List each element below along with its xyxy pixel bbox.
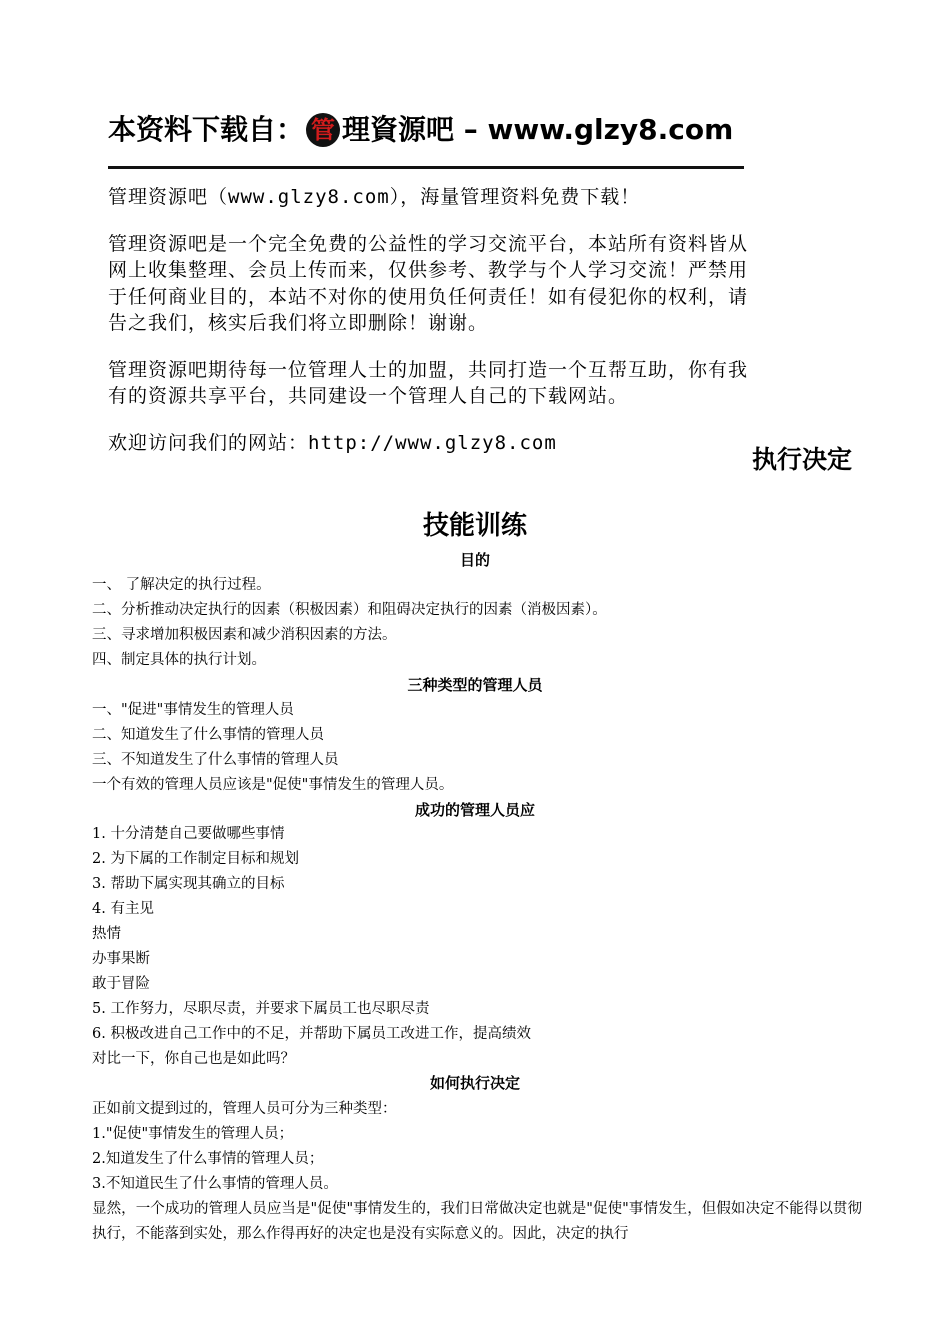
list-item: 4. 有主见 [92,901,154,917]
list-item: 办事果断 [92,951,150,967]
list-item: 三、寻求增加积极因素和减少消积因素的方法。 [92,627,397,643]
list-item: 对比一下，你自己也是如此吗？ [92,1051,295,1067]
list-item: 1."促使"事情发生的管理人员； [92,1126,294,1142]
banner-paragraph-1: 管理资源吧（www.glzy8.com），海量管理资料免费下载！ [108,186,641,208]
list-item: 敢于冒险 [92,976,150,992]
main-heading: 技能训练 [422,510,527,540]
section-heading-success: 成功的管理人员应 [414,802,535,819]
body-paragraph: 显然，一个成功的管理人员应当是"促使"事情发生的，我们日常做决定也就是"促使"事情发生，但假如决定不能得以贯彻执行，不能落到实处，那么作得再好的决定也是没有实际意义的。因此，决定的执行 [92,1201,862,1242]
banner-title [108,108,748,152]
download-banner [108,108,749,454]
list-item: 一、"促进"事情发生的管理人员 [92,702,294,718]
list-item: 5. 工作努力，尽职尽责，并要求下属员工也尽职尽责 [92,1001,430,1017]
list-item: 6. 积极改进自己工作中的不足，并帮助下属员工改进工作，提高绩效 [92,1026,531,1042]
banner-paragraph-3: 管理资源吧期待每一位管理人士的加盟，共同打造一个互帮互助，你有我有的资源共享平台，共同建设一个管理人自己的下载网站。 [108,358,749,407]
banner-paragraph-2: 管理资源吧是一个完全免费的公益性的学习交流平台，本站所有资料皆从网上收集整理、会员上传而来，仅供参考、教学与个人学习交流！严禁用于任何商业目的，本站不对你的使用负任何责任！如有侵犯你的权利，请告之我们，核实后我们将立即删除！谢谢。 [108,232,749,334]
section-heading-how: 如何执行决定 [429,1075,520,1092]
banner-notice [108,184,748,476]
list-item: 一个有效的管理人员应该是"促使"事情发生的管理人员。 [92,777,454,793]
list-item: 3.不知道民生了什么事情的管理人员。 [92,1176,338,1192]
types-list [92,698,862,798]
how-list [92,1097,862,1247]
list-item: 2. 为下属的工作制定目标和规划 [92,851,299,867]
list-item: 二、知道发生了什么事情的管理人员 [92,727,324,743]
list-item: 二、分析推动决定执行的因素（积极因素）和阻碍决定执行的因素（消极因素）。 [92,602,607,618]
list-item: 3. 帮助下属实现其确立的目标 [92,876,285,892]
section-heading-types: 三种类型的管理人员 [407,677,543,694]
list-item: 三、不知道发生了什么事情的管理人员 [92,752,339,768]
list-item: 正如前文提到过的，管理人员可分为三种类型： [92,1101,397,1117]
purpose-list [92,573,862,673]
site-logo-badge: 管 [306,113,340,147]
list-item: 1. 十分清楚自己要做哪些事情 [92,826,285,842]
banner-divider [108,166,744,169]
section-heading-purpose: 目的 [459,552,490,569]
list-item: 四、制定具体的执行计划。 [92,652,266,668]
document-title: 执行决定 [752,447,853,474]
success-list [92,822,862,1072]
banner-title-prefix: 本资料下载自： [108,113,305,146]
list-item: 2.知道发生了什么事情的管理人员； [92,1151,324,1167]
list-item: 一、 了解决定的执行过程。 [92,577,271,593]
banner-paragraph-4: 欢迎访问我们的网站：http://www.glzy8.com [108,431,557,454]
banner-title-suffix: 理資源吧 – www.glzy8.com [342,113,734,146]
list-item: 热情 [92,926,121,942]
